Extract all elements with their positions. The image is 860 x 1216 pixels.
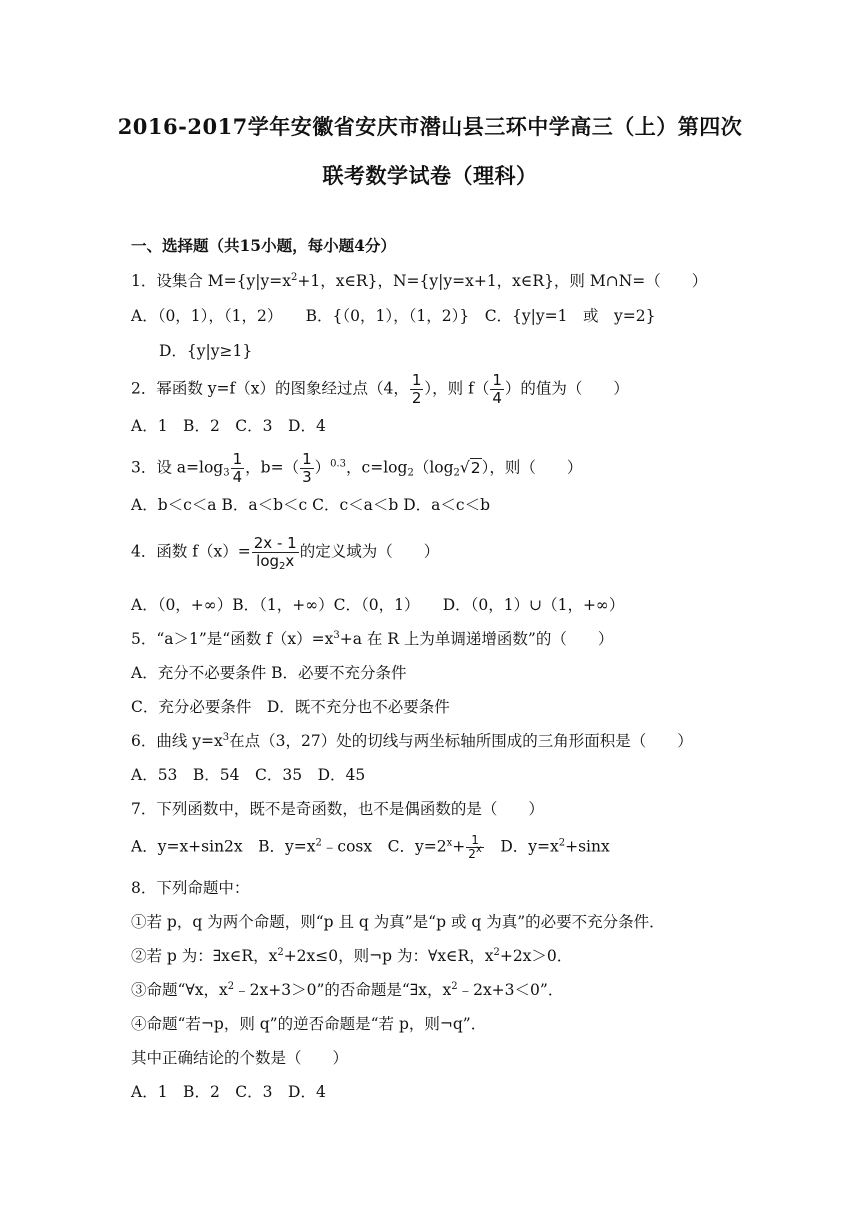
question-8-statement-3: ③命题“∀x，$x^2﹣2x+3>0$”的否命题是“∃x，$x^2﹣2x+3<0$”．: [131, 981, 564, 999]
fraction: $\frac{1}{2}$: [411, 371, 422, 407]
question-7-stem: 7．下列函数中，既不是奇函数，也不是偶函数的是（ ）: [131, 800, 544, 818]
question-4-stem: 4．函数 f（x）= $\frac{2x - 1}{\log_2x}$ 的定义域为（ ）: [131, 534, 440, 572]
square-root: √2: [459, 458, 481, 477]
exam-title-line2: 联考数学试卷（理科）: [322, 163, 538, 188]
question-3-stem: 3．设 $a=\log_3$ $\frac{1}{4}$ ，b=（ $\frac{1}{3}$ ）$^{0.3}$，$c=\log_2(\log_2√2)$，则（ ）: [131, 450, 583, 486]
question-1-options-line2: D．{y|y≥1}: [159, 342, 253, 360]
fraction: $\frac{1}{2^x}$: [468, 833, 482, 861]
question-3-options: A．b＜c＜a B．a＜b＜c C．c＜a＜b D．a＜c＜b: [131, 496, 491, 514]
question-8-statement-2: ②若 p 为：∃x∈R，$x^2+2x\le 0$，则¬p 为：∀x∈R，$x^2+2x>0$．: [131, 947, 573, 965]
question-7-options: A．y=x+sin2x B．$y=x^2﹣\cos x$ C．$y=2^x+$ $\frac{1}{2^x}$ D．$y=x^2+\sin x$: [131, 833, 610, 861]
section-heading: 一、选择题（共15小题，每小题4分）: [131, 236, 396, 255]
question-8-stem: 8．下列命题中：: [131, 879, 250, 897]
question-8-options: A．1 B．2 C．3 D．4: [131, 1083, 326, 1101]
exam-title-line1: 2016-2017学年安徽省安庆市潜山县三环中学高三（上）第四次: [117, 114, 743, 139]
question-1-stem: 1．设集合 $M=\{y|y=x^2+1$，x∈R}，N={y|y=x+1，x∈R}，则 M∩N=（ ）: [131, 272, 708, 290]
question-8-ask: 其中正确结论的个数是（ ）: [131, 1049, 349, 1067]
question-5-options-line1: A．充分不必要条件 B．必要不充分条件: [131, 664, 407, 682]
question-2-stem: 2．幂函数 y=f（x）的图象经过点（4， $\frac{1}{2}$ ），则 f（ $\frac{1}{4}$ ）的值为（ ）: [131, 371, 629, 407]
fraction: $\frac{1}{4}$: [492, 371, 502, 407]
question-6-options: A．53 B．54 C．35 D．45: [131, 766, 366, 784]
fraction: $\frac{1}{4}$: [232, 450, 243, 486]
question-6-stem: 6．曲线 $y=x^3$在点（3，27）处的切线与两坐标轴所围成的三角形面积是（ ）: [131, 732, 693, 750]
fraction: $\frac{1}{3}$: [302, 450, 312, 486]
question-2-options: A．1 B．2 C．3 D．4: [131, 417, 326, 435]
question-4-options: A．（0，+∞）B．（1，+∞）C．（0，1） D．（0，1）∪（1，+∞）: [131, 596, 625, 614]
question-8-statement-4: ④命题“若¬p，则 q”的逆否命题是“若 p，则¬q”．: [131, 1015, 487, 1033]
question-8-statement-1: ①若 p，q 为两个命题，则“p 且 q 为真”是“p 或 q 为真”的必要不充分条件．: [131, 913, 665, 931]
question-5-stem: 5．“a＞1”是“函数 $f(x)=x^3+a$ 在 R 上为单调递增函数”的（ ）: [131, 630, 614, 648]
question-5-options-line2: C．充分必要条件 D．既不充分也不必要条件: [131, 698, 450, 716]
question-1-options-line1: A．（0，1），（1，2） B．{（0，1），（1，2）} C．{y|y=1 或 y=2}: [131, 307, 656, 325]
fraction: $\frac{2x - 1}{\log_2x}$: [253, 534, 297, 572]
